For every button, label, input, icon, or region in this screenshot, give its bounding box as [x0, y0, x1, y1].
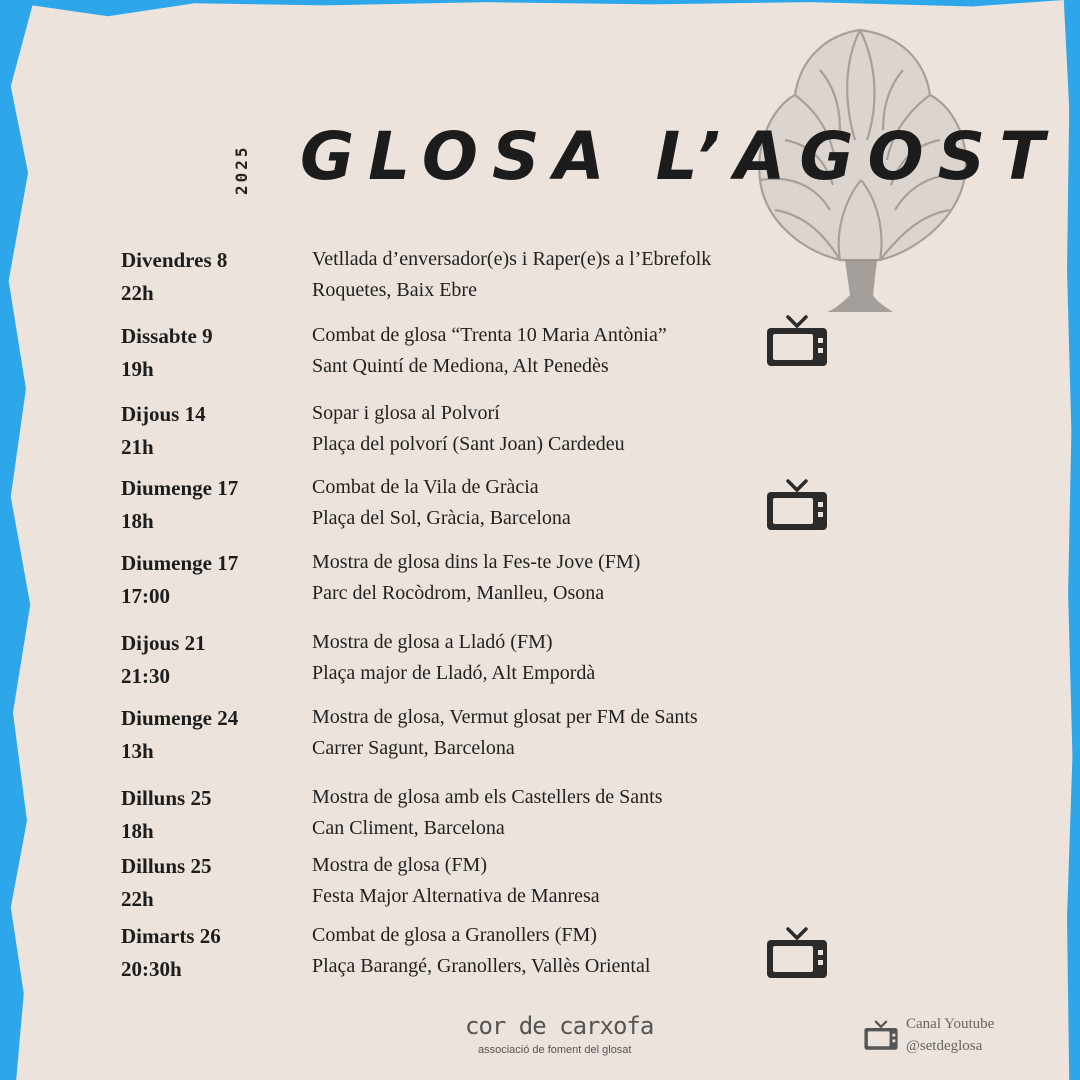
- event-time: 18h: [121, 509, 154, 533]
- event-time: 21:30: [121, 664, 170, 688]
- tv-icon: [764, 478, 830, 534]
- event-place: Plaça del polvorí (Sant Joan) Cardedeu: [312, 433, 625, 455]
- event-time: 18h: [121, 819, 154, 843]
- event-time: 22h: [121, 887, 154, 911]
- event-name: Sopar i glosa al Polvorí: [312, 402, 500, 424]
- tv-icon: [764, 314, 830, 370]
- tv-icon: [862, 1020, 900, 1052]
- event-row: [0, 551, 1080, 615]
- event-name: Mostra de glosa, Vermut glosat per FM de Sants: [312, 706, 698, 728]
- event-name: Mostra de glosa dins la Fes-te Jove (FM): [312, 551, 641, 573]
- event-place: Festa Major Alternativa de Manresa: [312, 885, 600, 907]
- tv-icon: [764, 926, 830, 982]
- event-row: [0, 402, 1080, 466]
- event-day: Diumenge 17: [121, 476, 239, 500]
- event-place: Plaça del Sol, Gràcia, Barcelona: [312, 507, 571, 529]
- event-place: Parc del Rocòdrom, Manlleu, Osona: [312, 582, 605, 604]
- event-place: Sant Quintí de Mediona, Alt Penedès: [312, 355, 609, 377]
- event-name: Combat de glosa “Trenta 10 Maria Antònia”: [312, 324, 667, 346]
- event-name: Mostra de glosa amb els Castellers de Sants: [312, 786, 663, 808]
- event-name: Combat de la Vila de Gràcia: [312, 476, 539, 498]
- event-day: Dilluns 25: [121, 786, 212, 810]
- event-name: Mostra de glosa a Lladó (FM): [312, 631, 553, 653]
- event-day: Divendres 8: [121, 248, 228, 272]
- event-row: [0, 324, 1080, 388]
- poster-title: GLOSA L’AGOST: [300, 118, 1059, 195]
- event-row: [0, 631, 1080, 695]
- event-place: Roquetes, Baix Ebre: [312, 279, 477, 301]
- event-row: [0, 854, 1080, 918]
- youtube-channel-info[interactable]: [906, 1013, 994, 1057]
- event-day: Diumenge 17: [121, 551, 239, 575]
- event-name: Mostra de glosa (FM): [312, 854, 487, 876]
- event-name: Combat de glosa a Granollers (FM): [312, 924, 597, 946]
- event-day: Dijous 14: [121, 402, 206, 426]
- event-place: Carrer Sagunt, Barcelona: [312, 737, 515, 759]
- event-row: [0, 248, 1080, 312]
- event-time: 20:30h: [121, 957, 182, 981]
- event-name: Vetllada d’enversador(e)s i Raper(e)s a l’Ebrefolk: [312, 248, 712, 270]
- event-time: 21h: [121, 435, 154, 459]
- poster-year: 2025: [232, 144, 251, 195]
- youtube-channel-label: Canal Youtube: [906, 1016, 995, 1032]
- event-row: [0, 786, 1080, 850]
- event-day: Diumenge 24: [121, 706, 239, 730]
- youtube-channel-handle[interactable]: @setdeglosa: [906, 1038, 983, 1054]
- event-place: Plaça major de Lladó, Alt Empordà: [312, 662, 596, 684]
- event-day: Dilluns 25: [121, 854, 212, 878]
- event-place: Can Climent, Barcelona: [312, 817, 505, 839]
- event-place: Plaça Barangé, Granollers, Vallès Oriental: [312, 955, 651, 977]
- event-time: 22h: [121, 281, 154, 305]
- event-row: [0, 706, 1080, 770]
- event-time: 19h: [121, 357, 154, 381]
- organization-tagline: associació de foment del glosat: [478, 1044, 632, 1056]
- event-time: 13h: [121, 739, 154, 763]
- event-day: Dijous 21: [121, 631, 206, 655]
- event-day: Dimarts 26: [121, 924, 221, 948]
- event-row: [0, 476, 1080, 540]
- organization-logo-name: cor de carxofa: [465, 1012, 654, 1040]
- event-day: Dissabte 9: [121, 324, 213, 348]
- event-time: 17:00: [121, 584, 170, 608]
- event-row: [0, 924, 1080, 988]
